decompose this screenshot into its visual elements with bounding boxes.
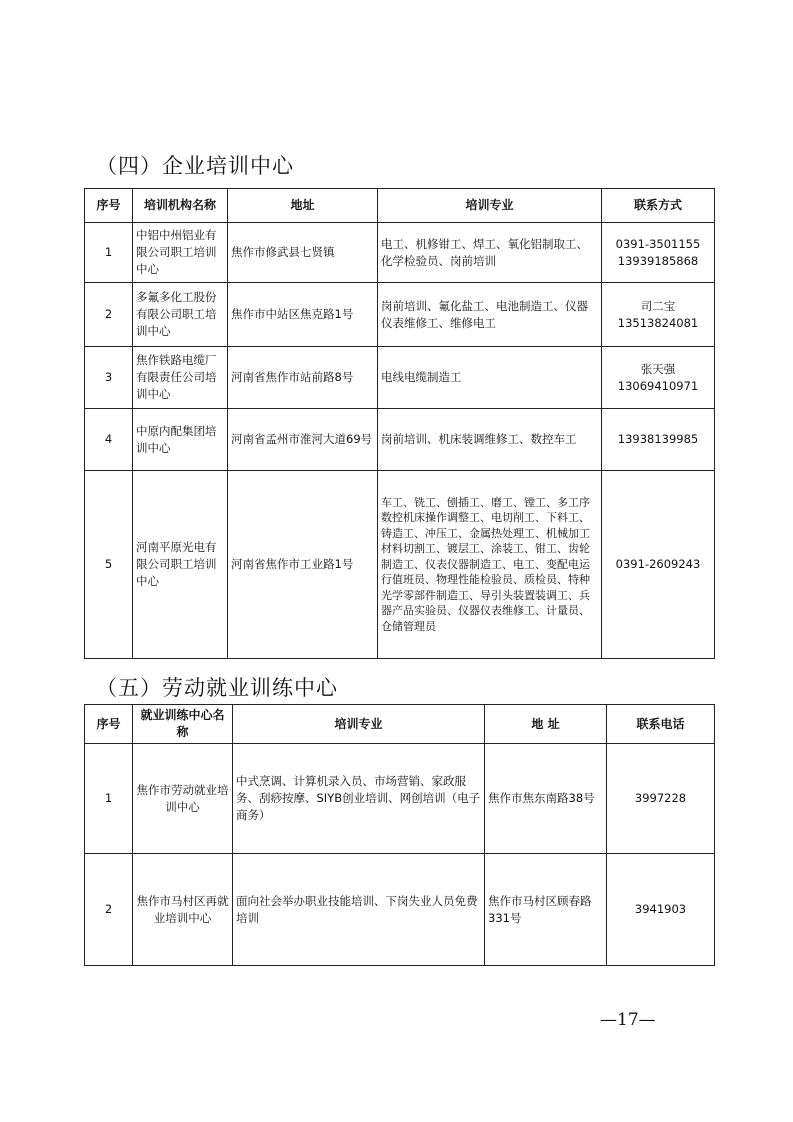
row-address: 焦作市焦东南路38号	[485, 744, 607, 854]
header-name: 就业训练中心名称	[133, 705, 233, 744]
header-major: 培训专业	[378, 189, 602, 223]
row-contact: 0391-3501155 13939185868	[602, 223, 715, 283]
row-address: 河南省孟州市淮河大道69号	[228, 409, 378, 471]
row-no: 2	[85, 283, 133, 347]
row-no: 4	[85, 409, 133, 471]
row-major: 车工、铣工、刨插工、磨工、镗工、多工序数控机床操作调整工、电切削工、下料工、铸造工、冲压工、金属热处理工、机械加工材料切割工、镀层工、涂装工、钳工、齿轮制造工、仪表仪器制造工、电工、变配电运行值班员、物理性能检验员、质检员、特种光学零部件制造工、导引头装置装调工、兵器产品实验员、仪器仪表维修工、计量员、仓储管理员	[378, 471, 602, 659]
row-address: 河南省焦作市工业路1号	[228, 471, 378, 659]
table-row	[85, 347, 715, 409]
header-no: 序号	[85, 705, 133, 744]
row-name: 河南平原光电有限公司职工培训中心	[133, 471, 228, 659]
row-phone: 3997228	[607, 744, 715, 854]
table-row	[85, 471, 715, 659]
row-name: 中原内配集团培训中心	[133, 409, 228, 471]
header-major: 培训专业	[233, 705, 485, 744]
table-row	[85, 854, 715, 966]
enterprise-training-table	[84, 188, 715, 659]
section5-title: （五）劳动就业训练中心	[96, 676, 338, 700]
header-no: 序号	[85, 189, 133, 223]
table-row	[85, 409, 715, 471]
section4-title: （四）企业培训中心	[96, 154, 294, 178]
row-name: 焦作市马村区再就业培训中心	[133, 854, 233, 966]
header-address: 地 址	[485, 705, 607, 744]
employment-training-table	[84, 704, 715, 966]
table-row	[85, 283, 715, 347]
row-name: 中铝中州铝业有限公司职工培训中心	[133, 223, 228, 283]
row-address: 河南省焦作市站前路8号	[228, 347, 378, 409]
row-no: 3	[85, 347, 133, 409]
row-phone: 3941903	[607, 854, 715, 966]
row-name: 焦作市劳动就业培训中心	[133, 744, 233, 854]
row-no: 1	[85, 744, 133, 854]
header-contact: 联系方式	[602, 189, 715, 223]
row-no: 5	[85, 471, 133, 659]
row-major: 电线电缆制造工	[378, 347, 602, 409]
row-major: 电工、机修钳工、焊工、氧化铝制取工、化学检验员、岗前培训	[378, 223, 602, 283]
table-header-row	[85, 189, 715, 223]
row-major: 岗前培训、机床装调维修工、数控车工	[378, 409, 602, 471]
row-name: 焦作铁路电缆厂有限责任公司培训中心	[133, 347, 228, 409]
row-no: 1	[85, 223, 133, 283]
table-header-row	[85, 705, 715, 744]
header-address: 地址	[228, 189, 378, 223]
row-contact: 张天强 13069410971	[602, 347, 715, 409]
row-address: 焦作市中站区焦克路1号	[228, 283, 378, 347]
row-major: 面向社会举办职业技能培训、下岗失业人员免费培训	[233, 854, 485, 966]
row-address: 焦作市马村区顾春路331号	[485, 854, 607, 966]
table-row	[85, 223, 715, 283]
row-name: 多氟多化工股份有限公司职工培训中心	[133, 283, 228, 347]
row-no: 2	[85, 854, 133, 966]
row-major: 中式烹调、计算机录入员、市场营销、家政服务、刮痧按摩、SIYB创业培训、网创培训（电子商务）	[233, 744, 485, 854]
header-phone: 联系电话	[607, 705, 715, 744]
row-contact: 0391-2609243	[602, 471, 715, 659]
row-contact: 13938139985	[602, 409, 715, 471]
table-row	[85, 744, 715, 854]
header-name: 培训机构名称	[133, 189, 228, 223]
row-major: 岗前培训、氟化盐工、电池制造工、仪器仪表维修工、维修电工	[378, 283, 602, 347]
page-number: —17—	[600, 1010, 656, 1030]
row-address: 焦作市修武县七贤镇	[228, 223, 378, 283]
row-contact: 司二宝 13513824081	[602, 283, 715, 347]
